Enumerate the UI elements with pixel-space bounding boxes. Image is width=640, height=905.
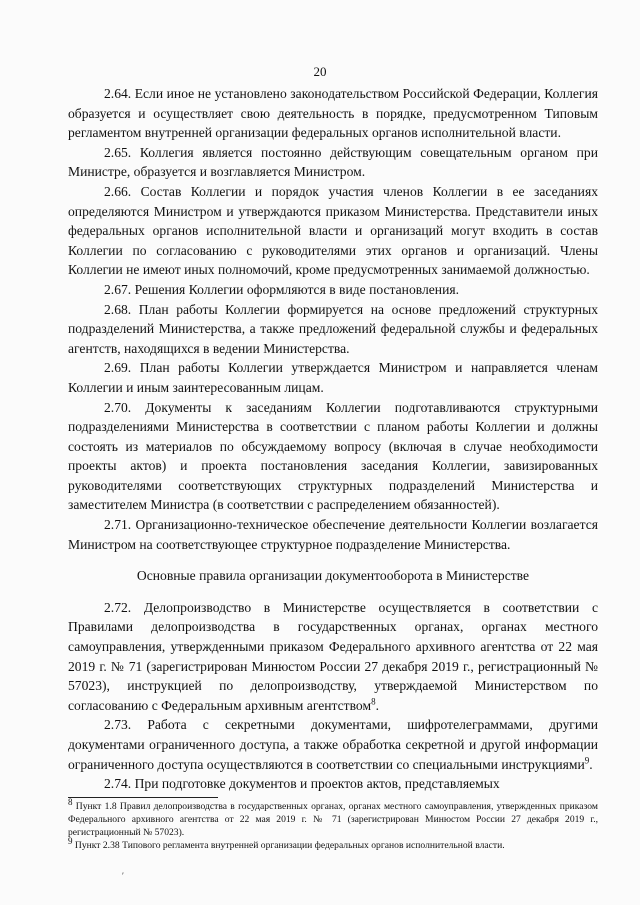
paragraph-2-66: 2.66. Состав Коллегии и порядок участия членов Коллегии в ее заседаниях определяются Министром и утверждаются приказом Министерства. Представители иных федеральных органов исполнительной власти и организаций могут входить в состав Коллегии по согласованию с руководителями этих органов и организаций. Члены Коллегии не имеют иных полномочий, кроме предусмотренных занимаемой должностью. bbox=[68, 183, 598, 278]
paragraph-2-72-end: . bbox=[375, 697, 379, 713]
paragraph-2-73 bbox=[68, 715, 598, 774]
paragraph-2-72 bbox=[68, 598, 598, 716]
paragraph-2-73-text: 2.73. Работа с секретными документами, шифротелеграммами, другими документами ограниченного доступа, а также обработка секретной и другой информации ограниченного доступа осуществляются в соответствии со специальными инструкциями bbox=[68, 717, 598, 772]
footnote-8-text: Пункт 1.8 Правил делопроизводства в государственных органах, органах местного самоуправления, утвержденных приказом Федерального архивного агентства от 22 мая 2019 г. № 71 (зарегистрирован Минюстом России 27 декабря 2019 г., регистрационный № 57023). bbox=[68, 801, 598, 838]
footnote-9-text: Пункт 2.38 Типового регламента внутренней организации федеральных органов исполнительной власти. bbox=[72, 840, 505, 851]
paragraph-2-69: 2.69. План работы Коллегии утверждается Министром и направляется членам Коллегии и иным заинтересованным лицам. bbox=[68, 360, 598, 395]
footnote-ref-8: 8 bbox=[371, 696, 376, 707]
stray-mark: ′ bbox=[122, 871, 124, 881]
paragraph-2-72-text: 2.72. Делопроизводство в Министерстве осуществляется в соответствии с Правилами делопроизводства в государственных органах, органах местного самоуправления, утвержденными приказом Федерального архивного агентства от 22 мая 2019 г. № 71 (зарегистрирован Минюстом России 27 декабря 2019 г., регистрационный № 57023), инструкцией по делопроизводству, утверждаемой Министерством по согласованию с Федеральным архивным агентством bbox=[68, 599, 598, 713]
footnote-divider bbox=[68, 797, 218, 798]
footnote-ref-9: 9 bbox=[584, 755, 590, 766]
page-number: 20 bbox=[313, 64, 327, 79]
footnote-8 bbox=[68, 796, 598, 839]
paragraph-2-64: 2.64. Если иное не установлено законодательством Российской Федерации, Коллегия образуется и осуществляет свою деятельность в порядке, предусмотренном Типовым регламентом внутренней организации федеральных органов исполнительной власти. bbox=[68, 86, 598, 141]
footnotes bbox=[68, 797, 598, 852]
paragraph-2-70: 2.70. Документы к заседаниям Коллегии подготавливаются структурными подразделениями Министерства в соответствии с планом работы Коллегии и должны состоять из материалов по обсуждаемому вопросу (включая в случае необходимости проекты актов) и проекта постановления заседания Коллегии, завизированных руководителями соответствующих структурных подразделений Министерства и заместителем Министра (в соответствии с распределением обязанностей). bbox=[68, 399, 598, 513]
document-body bbox=[68, 84, 598, 794]
paragraph-2-71: 2.71. Организационно-техническое обеспечение деятельности Коллегии возлагается Министром на соответствующее структурное подразделение Министерства. bbox=[68, 517, 598, 552]
footnote-9 bbox=[68, 835, 598, 852]
footnote-mark-8: 8 bbox=[68, 796, 73, 807]
footnote-mark-9: 9 bbox=[68, 835, 73, 846]
section-heading: Основные правила организации документооборота в Министерстве bbox=[136, 568, 530, 584]
paragraph-2-74: 2.74. При подготовке документов и проектов актов, представляемых bbox=[104, 776, 500, 792]
paragraph-2-73-end: . bbox=[589, 756, 593, 772]
paragraph-2-67: 2.67. Решения Коллегии оформляются в виде постановления. bbox=[104, 281, 460, 297]
paragraph-2-68: 2.68. План работы Коллегии формируется на основе предложений структурных подразделений Министерства, а также предложений федеральной службы и федеральных агентств, находящихся в ведении Министерства. bbox=[68, 301, 598, 356]
paragraph-2-65: 2.65. Коллегия является постоянно действующим совещательным органом при Министре, образуется и возглавляется Министром. bbox=[68, 144, 598, 180]
